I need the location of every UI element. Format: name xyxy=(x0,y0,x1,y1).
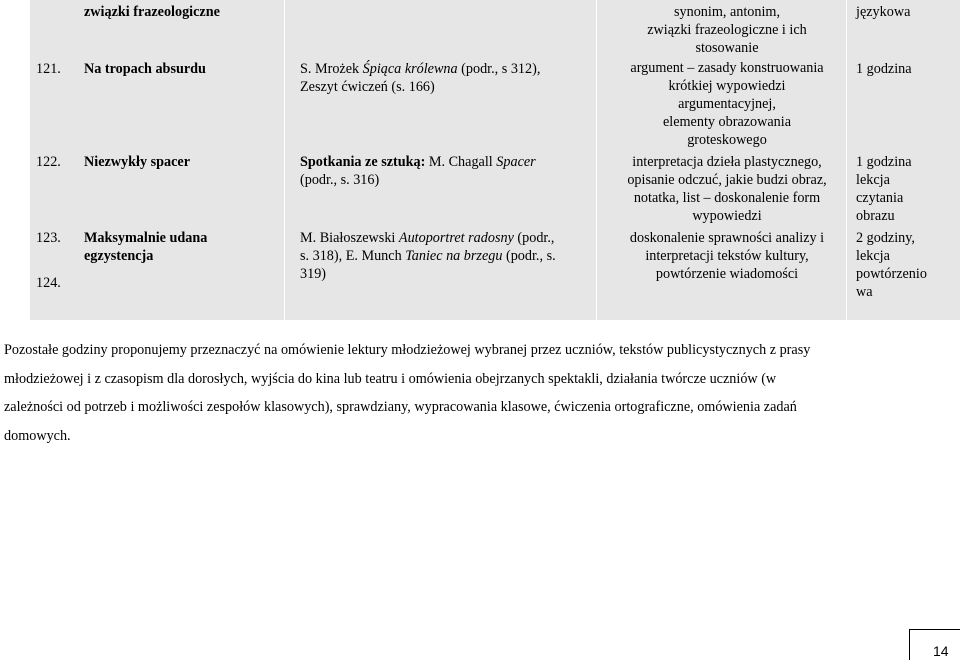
paragraph-line: domowych. xyxy=(4,427,71,444)
topic-line: argumentacyjnej, xyxy=(678,96,776,112)
topic-line: interpretacja dzieła plastycznego, xyxy=(632,154,822,170)
form-line: językowa xyxy=(856,4,911,20)
topic-line: elementy obrazowania xyxy=(662,114,792,130)
column-divider xyxy=(846,0,847,320)
lesson-number: 124. xyxy=(36,275,61,291)
lesson-form xyxy=(856,60,912,78)
lesson-title: egzystencja xyxy=(84,248,154,264)
topic-line: opisanie odczuć, jakie budzi obraz, xyxy=(627,172,827,188)
lesson-literature: Spotkania ze sztuką: M. Chagall Spacer (podr., s. 316) xyxy=(300,154,536,188)
form-line: 1 godzina xyxy=(856,154,912,170)
lesson-topics xyxy=(608,153,846,225)
lesson-title: Na tropach absurdu xyxy=(84,61,206,77)
lesson-title: związki frazeologiczne xyxy=(84,4,220,20)
form-line: obrazu xyxy=(856,208,895,224)
lesson-literature: S. Mrożek Śpiąca królewna (podr., s 312), Zeszyt ćwiczeń (s. 166) xyxy=(300,61,541,95)
body-paragraph xyxy=(4,336,954,450)
topic-line: synonim, antonim, xyxy=(673,4,780,20)
topic-line: powtórzenie wiadomości xyxy=(655,266,799,282)
topic-line: krótkiej wypowiedzi xyxy=(668,78,786,94)
topic-line: doskonalenie sprawności analizy i xyxy=(629,230,825,246)
topic-line: groteskowego xyxy=(687,132,767,148)
paragraph-line: Pozostałe godziny proponujemy przeznaczyć na omówienie lektury młodzieżowej wybranej przez uczniów, tekstów publicystycznych z prasy xyxy=(4,342,811,358)
topic-line: argument – zasady konstruowania xyxy=(630,60,824,76)
form-line: powtórzenio xyxy=(856,266,927,282)
lesson-number: 123. xyxy=(36,230,61,246)
lesson-title: Maksymalnie udana xyxy=(84,230,208,246)
lesson-literature: M. Białoszewski Autoportret radosny (podr., s. 318), E. Munch Taniec na brzegu (podr., s. 319) xyxy=(300,230,556,282)
form-line: lekcja xyxy=(856,172,890,188)
curriculum-table xyxy=(30,0,960,320)
lesson-topics xyxy=(608,59,846,149)
form-line: czytania xyxy=(856,190,904,206)
lesson-form xyxy=(856,3,910,21)
lesson-form xyxy=(856,153,912,225)
topic-line: wypowiedzi xyxy=(692,208,762,224)
lesson-title: Niezwykły spacer xyxy=(84,154,190,170)
form-line: wa xyxy=(856,284,873,300)
form-line: lekcja xyxy=(856,248,890,264)
form-line: 1 godzina xyxy=(856,61,912,77)
topic-line: notatka, list – doskonalenie form xyxy=(633,190,821,206)
column-divider xyxy=(284,0,285,320)
topic-line: stosowanie xyxy=(695,40,759,56)
column-divider xyxy=(596,0,597,320)
topic-line: związki frazeologiczne i ich xyxy=(647,22,807,38)
paragraph-line: młodzieżowej i z czasopism dla dorosłych, wyjścia do kina lub teatru i omówienia obejrzanych spektakli, działania twórcze uczniów (w xyxy=(4,370,777,387)
lesson-topics xyxy=(608,229,846,283)
form-line: 2 godziny, xyxy=(856,230,915,246)
lesson-number: 122. xyxy=(36,154,61,170)
topic-line: interpretacji tekstów kultury, xyxy=(645,248,809,264)
lesson-form xyxy=(856,229,927,301)
page-number: 14 xyxy=(933,643,949,659)
lesson-number: 121. xyxy=(36,61,61,77)
paragraph-line: zależności od potrzeb i możliwości zespołów klasowych), sprawdziany, wypracowania klasowe, ćwiczenia ortograficzne, omówienia zadań xyxy=(4,399,797,415)
lesson-topics xyxy=(608,3,846,57)
